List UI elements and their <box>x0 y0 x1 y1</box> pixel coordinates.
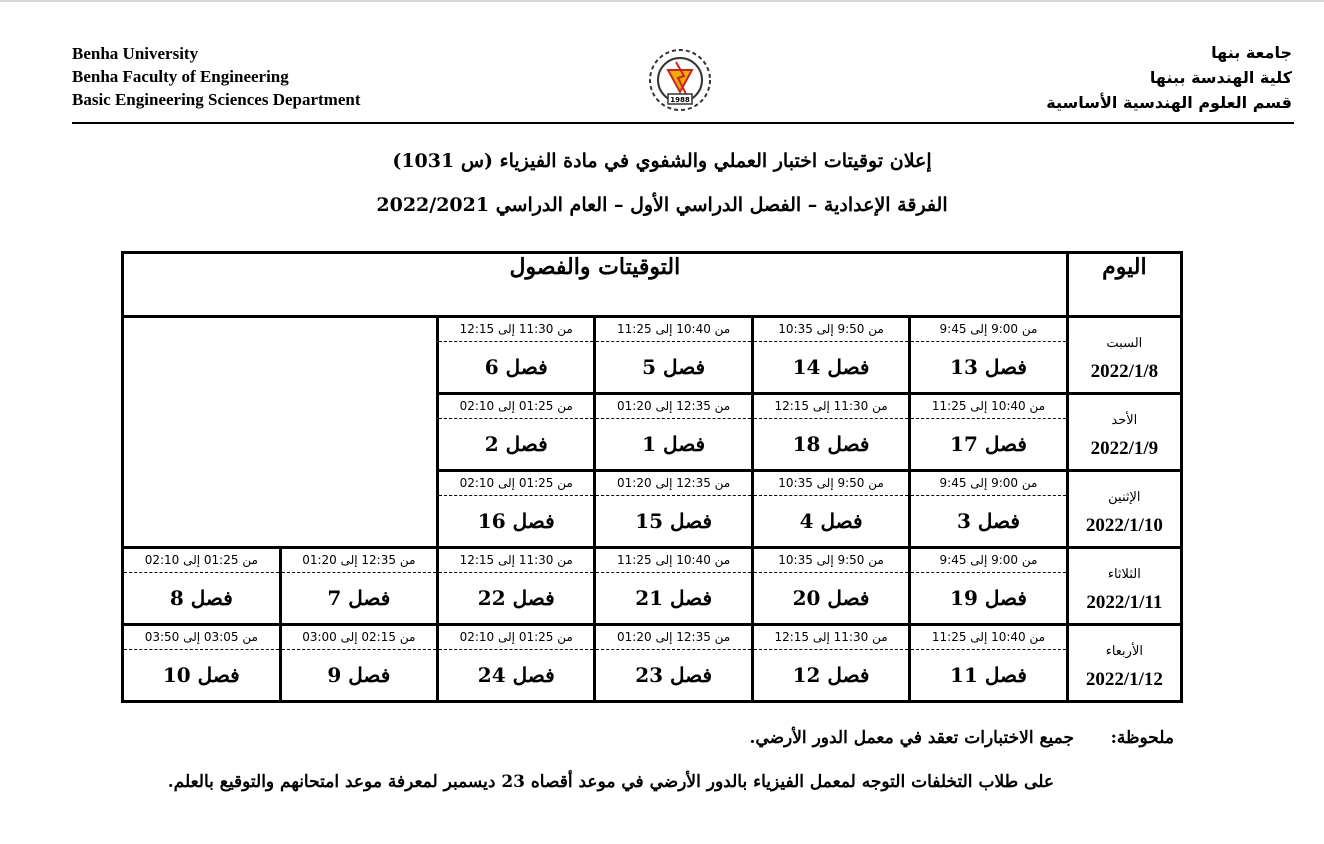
slot-cell <box>752 471 909 548</box>
day-cell <box>1067 317 1181 394</box>
faculty-name-ar: كلية الهندسة ببنها <box>1149 68 1292 87</box>
slot-time: من 9:00 إلى 9:45 <box>911 472 1065 496</box>
slot-class: فصل 15 <box>635 509 713 533</box>
slot-cell <box>438 625 595 702</box>
slot-class: فصل 10 <box>162 663 240 687</box>
slot-time: من 9:50 إلى 10:35 <box>754 318 908 342</box>
slot-time: من 11:30 إلى 12:15 <box>439 549 593 573</box>
day-date: 2022/1/9 <box>1090 437 1159 459</box>
slot-cell <box>438 471 595 548</box>
slot-cell <box>910 548 1067 625</box>
slot-class: فصل 12 <box>792 663 870 687</box>
slot-time: من 9:00 إلى 9:45 <box>911 318 1065 342</box>
slot-class: فصل 9 <box>327 663 391 687</box>
logo-year: 1988 <box>670 96 690 104</box>
slot-class: فصل 16 <box>477 509 555 533</box>
table-row <box>123 625 1182 702</box>
day-date: 2022/1/12 <box>1085 668 1163 690</box>
slot-time: من 9:00 إلى 9:45 <box>911 549 1065 573</box>
slot-time: من 9:50 إلى 10:35 <box>754 549 908 573</box>
note-late-students: على طلاب التخلفات التوجه لمعمل الفيزياء بالدور الأرضي في موعد أقصاه 23 ديسمبر لمعرفة موعد امتحانهم والتوقيع بالعلم. <box>167 772 1054 792</box>
day-name: الأحد <box>1111 412 1138 428</box>
note-label: ملحوظة: <box>1110 728 1174 748</box>
slot-class: فصل 8 <box>169 586 233 610</box>
slot-class: فصل 7 <box>327 586 391 610</box>
table-header-row <box>123 253 1182 317</box>
empty-cell <box>123 317 438 548</box>
slot-class: فصل 17 <box>950 432 1027 456</box>
slot-cell <box>280 625 437 702</box>
slot-cell <box>595 317 752 394</box>
header-divider <box>72 122 1294 124</box>
day-cell <box>1067 471 1181 548</box>
slot-class: فصل 1 <box>642 432 706 456</box>
slot-time: من 11:30 إلى 12:15 <box>754 395 908 419</box>
day-name: الإثنين <box>1108 489 1141 505</box>
slot-time: من 03:05 إلى 03:50 <box>124 626 279 650</box>
day-cell <box>1067 394 1181 471</box>
schedule-table <box>121 251 1183 703</box>
slots-column-header: التوقيتات والفصول <box>123 253 1068 317</box>
slot-time: من 11:30 إلى 12:15 <box>754 626 908 650</box>
slot-cell <box>910 317 1067 394</box>
slot-cell <box>595 394 752 471</box>
slot-time: من 12:35 إلى 01:20 <box>596 395 750 419</box>
slot-time: من 12:35 إلى 01:20 <box>596 472 750 496</box>
slot-time: من 10:40 إلى 11:25 <box>596 318 750 342</box>
announcement-subtitle: الفرقة الإعدادية – الفصل الدراسي الأول – العام الدراسي 2022/2021 <box>376 194 948 216</box>
slot-time: من 10:40 إلى 11:25 <box>596 549 750 573</box>
slot-cell <box>752 394 909 471</box>
faculty-name-en: Benha Faculty of Engineering <box>72 67 289 86</box>
header-english <box>72 42 361 111</box>
university-name-en: Benha University <box>72 44 199 63</box>
slot-class: فصل 3 <box>957 509 1020 533</box>
header-arabic <box>1046 40 1292 115</box>
slot-time: من 01:25 إلى 02:10 <box>439 395 593 419</box>
slot-cell <box>123 548 281 625</box>
slot-cell <box>752 625 909 702</box>
slot-class: فصل 23 <box>635 663 713 687</box>
top-border <box>0 0 1324 2</box>
slot-cell <box>438 394 595 471</box>
day-date: 2022/1/8 <box>1090 360 1159 382</box>
slot-class: فصل 24 <box>477 663 555 687</box>
slot-class: فصل 18 <box>792 432 870 456</box>
table-row <box>123 548 1182 625</box>
slot-class: فصل 4 <box>799 509 863 533</box>
slot-time: من 12:35 إلى 01:20 <box>596 626 750 650</box>
announcement-title: إعلان توقيتات اختبار العملي والشفوي في مادة الفيزياء (س 1031) <box>392 150 932 172</box>
slot-class: فصل 6 <box>484 355 548 379</box>
department-name-en: Basic Engineering Sciences Department <box>72 90 361 109</box>
slot-time: من 11:30 إلى 12:15 <box>439 318 593 342</box>
slot-class: فصل 21 <box>635 586 713 610</box>
slot-time: من 9:50 إلى 10:35 <box>754 472 908 496</box>
note-text: جميع الاختبارات تعقد في معمل الدور الأرضي. <box>749 728 1074 748</box>
slot-time: من 01:25 إلى 02:10 <box>439 472 593 496</box>
department-name-ar: قسم العلوم الهندسية الأساسية <box>1046 93 1292 112</box>
slot-time: من 01:25 إلى 02:10 <box>439 626 593 650</box>
slot-class: فصل 5 <box>642 355 706 379</box>
slot-cell <box>595 625 752 702</box>
slot-time: من 01:25 إلى 02:10 <box>124 549 279 573</box>
slot-cell <box>910 471 1067 548</box>
day-date: 2022/1/10 <box>1085 514 1163 536</box>
day-cell <box>1067 625 1181 702</box>
slot-time: من 10:40 إلى 11:25 <box>911 395 1065 419</box>
day-column-header: اليوم <box>1067 253 1181 317</box>
day-date: 2022/1/11 <box>1086 591 1163 613</box>
day-name: السبت <box>1106 335 1143 351</box>
slot-cell <box>595 471 752 548</box>
slot-class: فصل 2 <box>484 432 548 456</box>
slot-cell <box>438 548 595 625</box>
slot-time: من 12:35 إلى 01:20 <box>282 549 436 573</box>
table-row <box>123 317 1182 394</box>
slot-cell <box>910 394 1067 471</box>
slot-cell <box>123 625 281 702</box>
slot-time: من 10:40 إلى 11:25 <box>911 626 1065 650</box>
slot-time: من 02:15 إلى 03:00 <box>282 626 436 650</box>
slot-class: فصل 20 <box>792 586 870 610</box>
slot-class: فصل 14 <box>792 355 870 379</box>
slot-cell <box>752 317 909 394</box>
slot-cell <box>438 317 595 394</box>
slot-cell <box>595 548 752 625</box>
day-name: الأربعاء <box>1105 643 1143 659</box>
faculty-logo <box>640 40 730 118</box>
slot-class: فصل 19 <box>950 586 1027 610</box>
day-cell <box>1067 548 1181 625</box>
slot-cell <box>280 548 437 625</box>
slot-class: فصل 13 <box>950 355 1027 379</box>
slot-class: فصل 11 <box>950 663 1027 687</box>
slot-class: فصل 22 <box>477 586 555 610</box>
slot-cell <box>910 625 1067 702</box>
slot-cell <box>752 548 909 625</box>
university-name-ar: جامعة بنها <box>1211 43 1292 62</box>
day-name: الثلاثاء <box>1107 566 1141 582</box>
